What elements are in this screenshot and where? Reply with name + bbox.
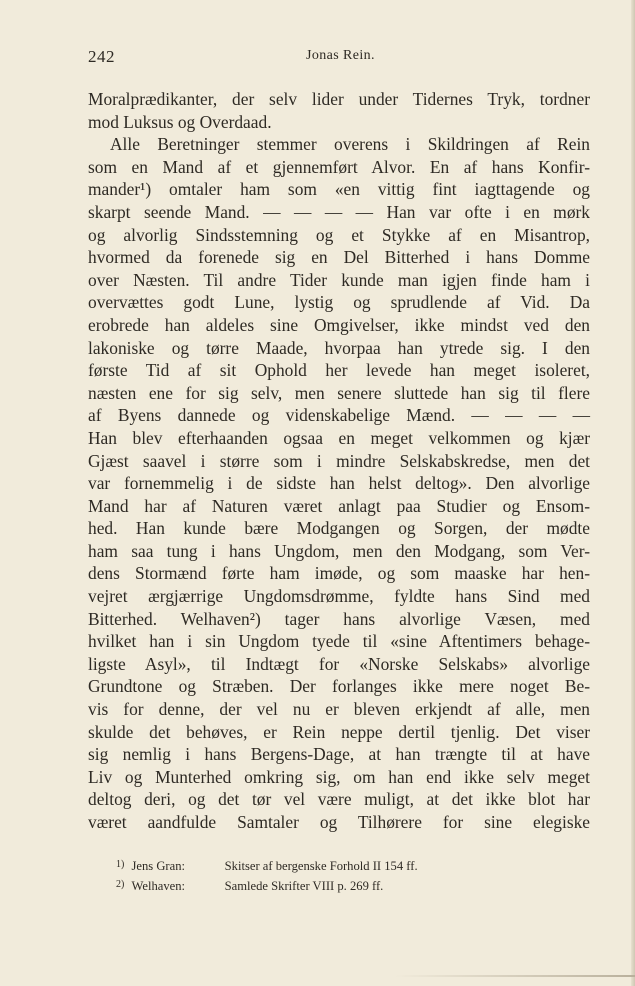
page-edge xyxy=(631,0,635,986)
text-line: af Byens dannede og videnskabelige Mænd. — — — — xyxy=(88,405,590,426)
footnote-author: Jens Gran: xyxy=(131,859,186,873)
footnote-author: Welhaven: xyxy=(131,879,186,893)
text-line: vejret ærgjærrige Ungdomsdrømme, fyldte hans Sind med xyxy=(88,586,590,607)
text-line: Bitterhed. Welhaven²) tager hans alvorlige Væsen, med xyxy=(88,608,590,629)
text-line: Gjæst saavel i større som i mindre Selskabskredse, men det xyxy=(88,450,590,471)
footnote xyxy=(116,876,556,896)
text-line: sig nemlig i hans Bergens-Dage, at han trængte til at have xyxy=(88,744,590,765)
text-line: var fornemmelig i de sidste han helst deltog». Den alvorlige xyxy=(88,473,590,494)
footnotes xyxy=(116,856,556,896)
footnote-text: Skitser af bergenske Forhold II 154 ff. xyxy=(224,859,418,873)
text-line: dens Stormænd førte ham imøde, og som maaske har hen- xyxy=(88,563,590,584)
text-line: hed. Han kunde bære Modgangen og Sorgen, der mødte xyxy=(88,518,590,539)
text-line: været aandfulde Samtaler og Tilhørere for sine elegiske xyxy=(88,812,590,832)
text-line: over Næsten. Til andre Tider kunde man igjen finde ham i xyxy=(88,269,590,290)
text-line: skarpt seende Mand. — — — — Han var ofte i en mørk xyxy=(88,201,590,222)
footnote xyxy=(116,856,556,876)
text-line: skulde det behøves, er Rein neppe dertil tjenlig. Det viser xyxy=(88,721,590,742)
text-line: mander¹) omtaler ham som «en vittig fint iagttagende og xyxy=(88,179,590,200)
text-line: deltog deri, og det tør vel være muligt, at det ikke blot har xyxy=(88,789,590,810)
text-line: overvættes godt Lune, lystig og sprudlende af Vid. Da xyxy=(88,292,590,313)
text-line: Alle Beretninger stemmer overens i Skildringen af Rein xyxy=(110,134,590,155)
text-line: første Tid af sit Ophold her levede han meget isoleret, xyxy=(88,360,590,381)
text-line: lakoniske og tørre Maade, hvorpaa han ytrede sig. I den xyxy=(88,337,590,358)
text-line: Moralprædikanter, der selv lider under Tidernes Tryk, tordner xyxy=(88,89,590,109)
text-line: hvormed da forenede sig en Del Bitterhed i hans Domme xyxy=(88,247,590,268)
page-number: 242 xyxy=(88,47,115,66)
footnote-text: Samlede Skrifter VIII p. 269 ff. xyxy=(224,879,384,893)
text-line: som en Mand af et gjennemført Alvor. En af hans Konfir- xyxy=(88,156,590,177)
text-line: næsten ene for sig selv, men senere sluttede han sig til flere xyxy=(88,382,590,403)
page-header xyxy=(88,47,588,71)
text-line: og alvorlig Sindsstemning og et Stykke af en Misantrop, xyxy=(88,224,590,245)
text-line: Mand har af Naturen været anlagt paa Studier og Ensom- xyxy=(88,495,590,516)
footnote-mark: 2) xyxy=(116,879,125,890)
text-line: Liv og Munterhed omkring sig, om han end ikke selv meget xyxy=(88,766,590,787)
text-line: Grundtone og Stræben. Der forlanges ikke mere noget Be- xyxy=(88,676,590,697)
text-line: ligste Asyl», til Indtægt for «Norske Selskabs» alvorlige xyxy=(88,653,590,674)
body-text xyxy=(88,88,590,834)
running-head: Jonas Rein. xyxy=(306,48,375,63)
footnote-mark: 1) xyxy=(116,859,125,870)
page-bottom-shadow xyxy=(395,975,635,977)
text-line: erobrede han aldeles sine Omgivelser, ikke mindst ved den xyxy=(88,314,590,335)
text-line: Han blev efterhaanden ogsaa en meget velkommen og kjær xyxy=(88,427,590,448)
text-line: hvilket han i sin Ungdom tyede til «sine Aftentimers behage- xyxy=(88,631,590,652)
text-line: mod Luksus og Overdaad. xyxy=(88,111,272,132)
text-line: ham saa tung i hans Ungdom, men den Modgang, som Ver- xyxy=(88,540,590,561)
text-line: vis for denne, der vel nu er bleven erkjendt af alle, men xyxy=(88,699,590,720)
